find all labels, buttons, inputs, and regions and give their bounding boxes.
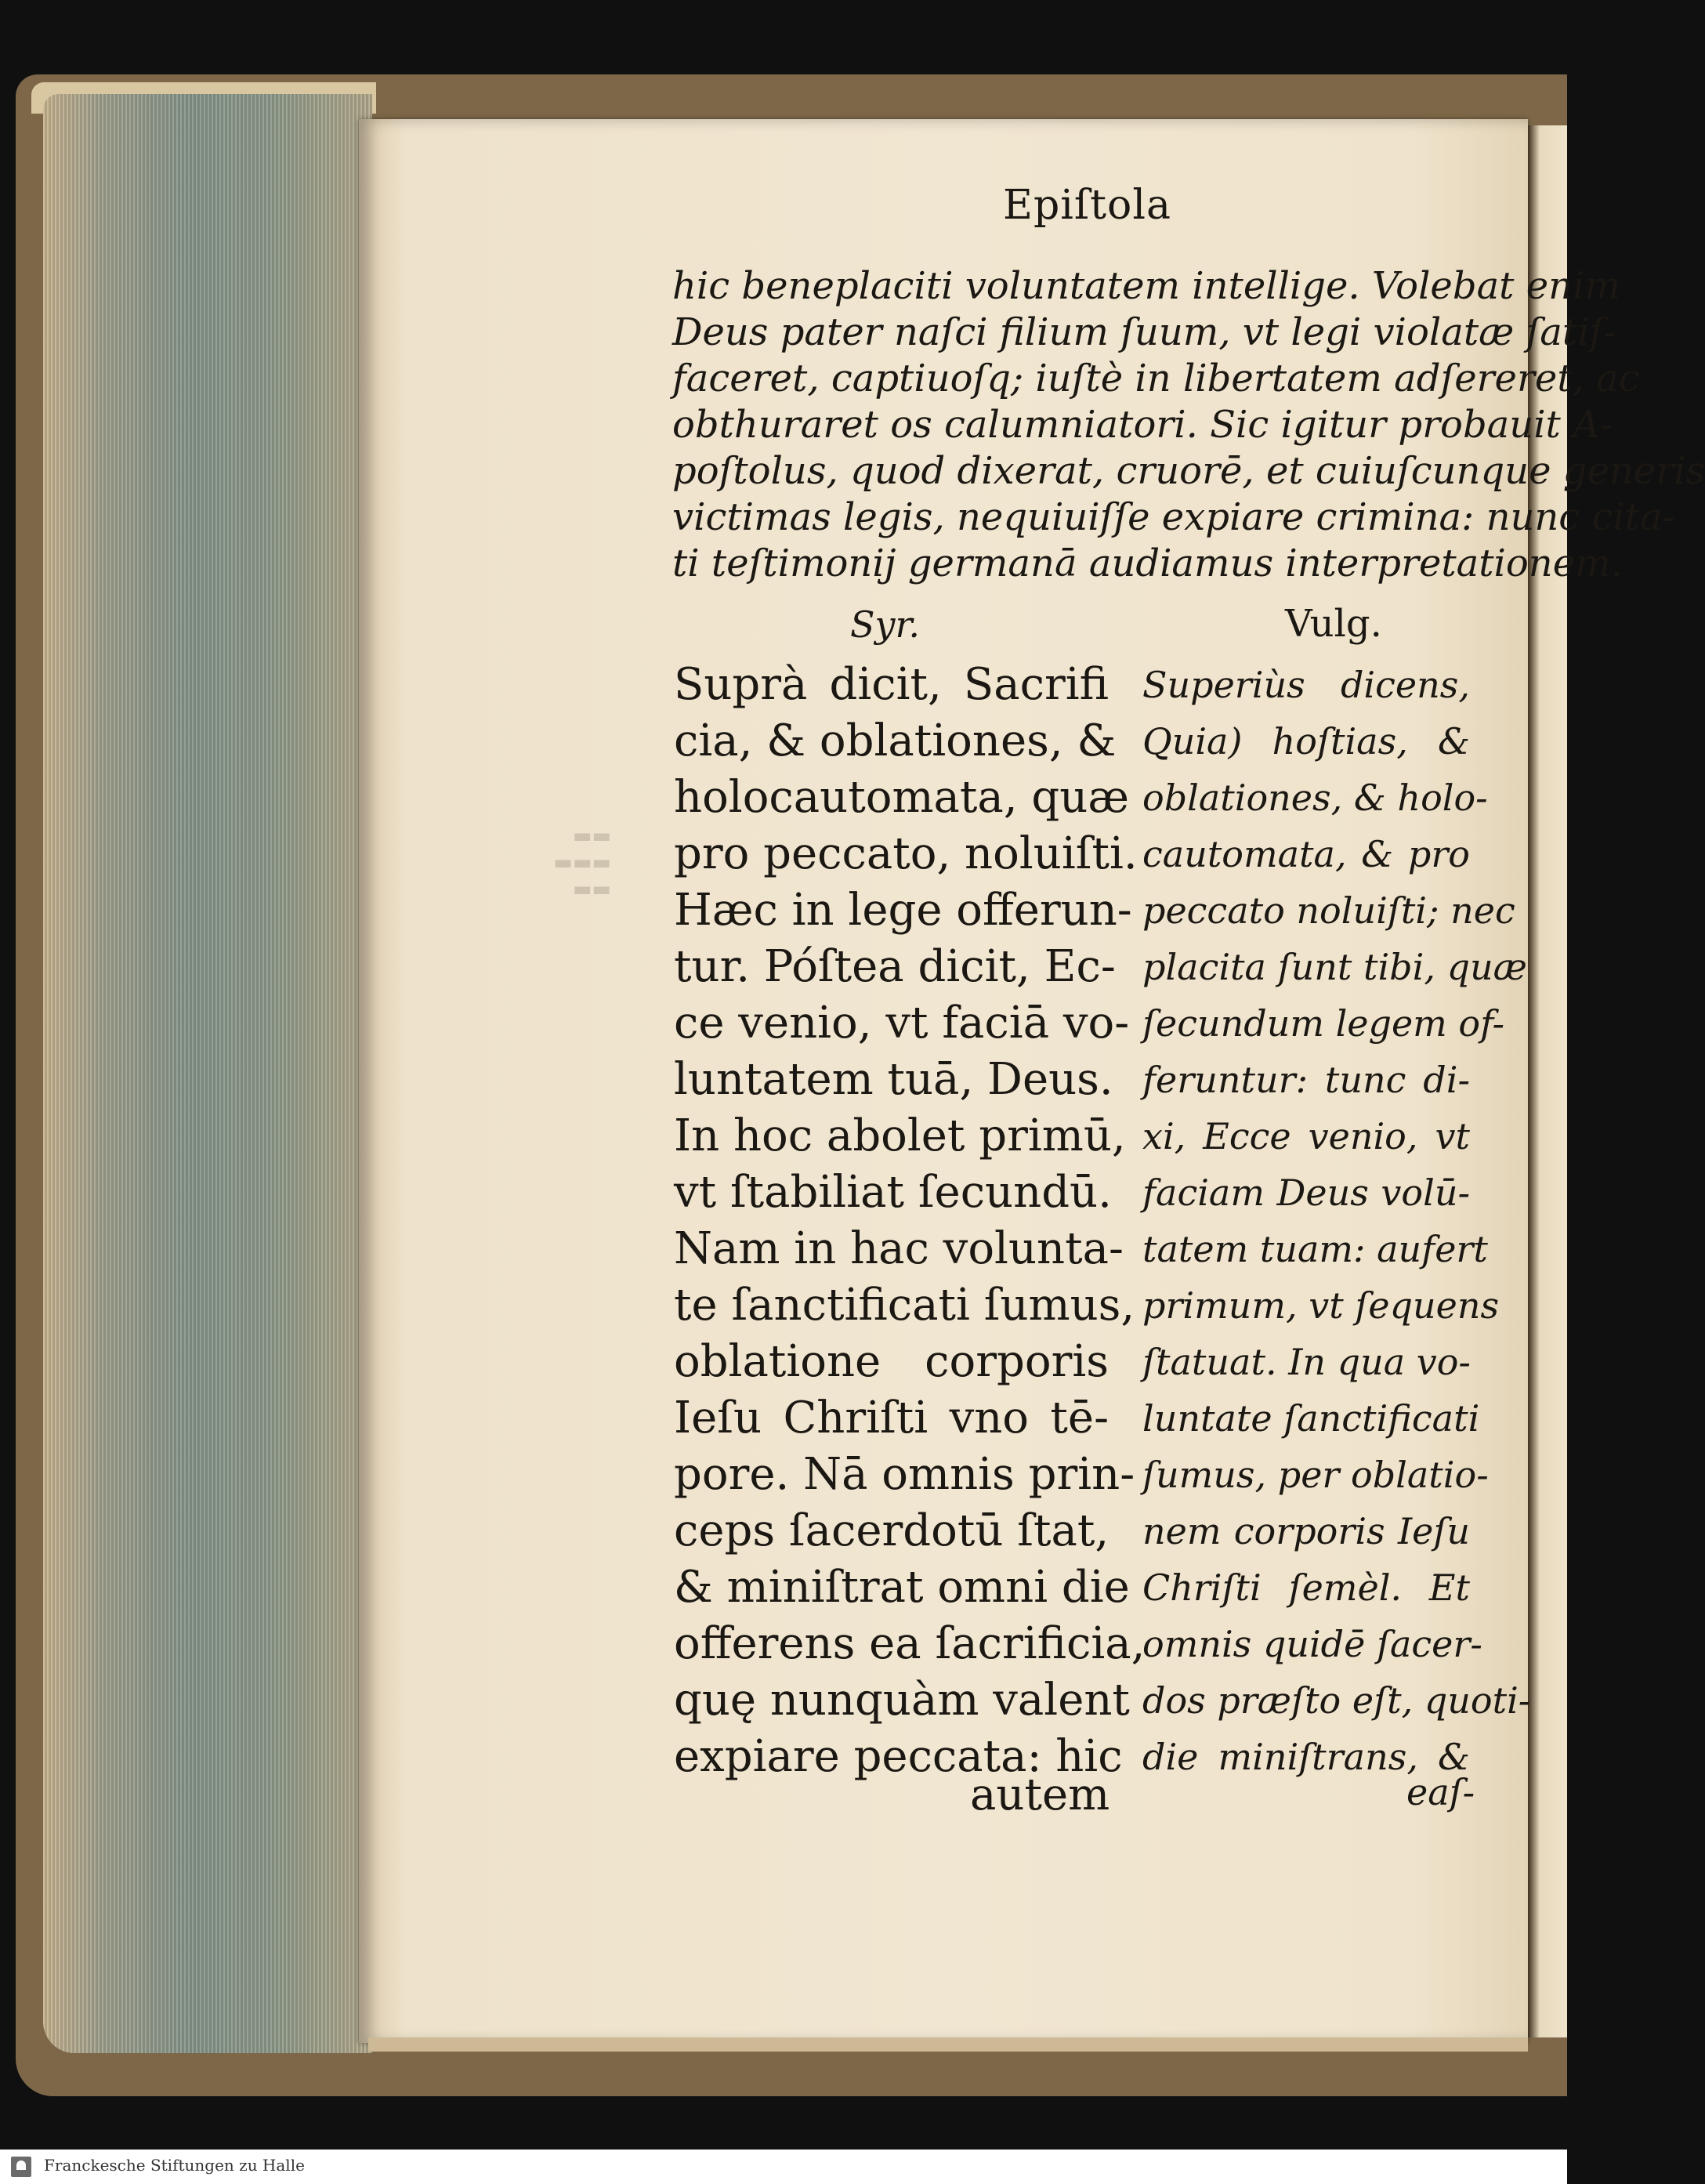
- syr-line: luntatem tuā, Deus.: [674, 1054, 1113, 1105]
- syr-line: vt ſtabiliat ſecundū.: [674, 1167, 1112, 1218]
- commentary-line: victimas legis, nequiuiſſe expiare crimina: nunc cita-: [672, 495, 1675, 539]
- vulg-line: faciam Deus volū-: [1142, 1172, 1470, 1214]
- syr-line: Suprà dicit, Sacrifi: [674, 659, 1109, 710]
- vulg-line: omnis quidē ſacer-: [1142, 1623, 1482, 1665]
- syr-line: pro peccato, noluiſti.: [674, 828, 1138, 879]
- footer-credit: Franckesche Stiftungen zu Halle: [44, 2156, 305, 2175]
- commentary-line: ti teſtimonij germanā audiamus interpretationem.: [672, 541, 1623, 585]
- syr-line: & miniſtrat omni die: [674, 1562, 1130, 1613]
- syr-column-heading: Syr.: [850, 603, 921, 646]
- vulg-line: luntate ſanctificati: [1142, 1397, 1480, 1440]
- syr-line: ceps ſacerdotū ſtat,: [674, 1505, 1110, 1556]
- vulg-catchword: eaſ-: [1406, 1771, 1475, 1813]
- vulg-line: peccato noluiſti; nec: [1142, 889, 1515, 932]
- vulg-line: ſecundum legem of-: [1142, 1002, 1505, 1045]
- syr-line: Ieſu Chriſti vno tē-: [674, 1393, 1109, 1443]
- commentary-line: Deus pater naſci filium ſuum, vt legi violatæ ſatiſ-: [672, 310, 1616, 354]
- syr-line: tur. Póſtea dicit, Ec-: [674, 941, 1116, 992]
- vulg-line: nem corporis Ieſu: [1142, 1510, 1470, 1552]
- commentary-line: hic beneplaciti voluntatem intellige. Volebat enim: [672, 264, 1620, 308]
- vulg-line: Chriſti ſemèl. Et: [1142, 1566, 1470, 1609]
- vulg-line: feruntur: tunc di-: [1142, 1059, 1470, 1101]
- institution-logo-icon: [11, 2157, 31, 2177]
- vulg-line: ſtatuat. In qua vo-: [1142, 1341, 1471, 1383]
- vulg-line: primum, vt ſequens: [1142, 1284, 1500, 1327]
- syr-line: pore. Nā omnis prin-: [674, 1449, 1135, 1500]
- vulg-line: dos præſto eſt, quoti-: [1142, 1679, 1531, 1722]
- syr-line: In hoc abolet primū,: [674, 1110, 1126, 1161]
- syr-line: Hæc in lege offerun-: [674, 885, 1132, 936]
- syr-catchword: autem: [970, 1769, 1110, 1820]
- vulg-line: tatem tuam: aufert: [1142, 1228, 1488, 1270]
- syr-line: oblatione corporis: [674, 1336, 1109, 1387]
- running-head: Epiſtola: [1003, 182, 1171, 229]
- syr-line: expiare peccata: hic: [674, 1731, 1123, 1782]
- vulg-line: Superiùs dicens,: [1142, 664, 1470, 706]
- syr-line: ce venio, vt faciā vo-: [674, 998, 1130, 1049]
- vulg-line: die miniſtrans, &: [1142, 1736, 1470, 1778]
- commentary-line: poſtolus, quod dixerat, cruorē, et cuiuſcunque generis: [672, 449, 1705, 493]
- syr-line: holocautomata, quæ: [674, 772, 1129, 823]
- vulg-column-heading: Vulg.: [1285, 602, 1382, 646]
- commentary-line: faceret, captiuoſq; iuſtè in libertatem adſereret, ac: [672, 357, 1640, 400]
- commentary-line: obthuraret os calumniatori. Sic igitur probauit A-: [672, 403, 1613, 447]
- vulg-line: placita ſunt tibi, quæ: [1142, 946, 1527, 988]
- show-through-ink: ▬▬ ▬▬▬ ▬▬: [553, 824, 611, 901]
- syr-line: cia, & oblationes, &: [674, 715, 1117, 766]
- footer-bar: [0, 2150, 1567, 2184]
- syr-line: offerens ea ſacrificia,: [674, 1618, 1146, 1669]
- syr-line: te ſanctificati ſumus,: [674, 1280, 1135, 1331]
- vulg-line: Quia) hoſtias, &: [1142, 720, 1470, 762]
- vulg-line: xi, Ecce venio, vt: [1142, 1115, 1470, 1157]
- vulg-line: oblationes, & holo-: [1142, 777, 1488, 819]
- vulg-line: ſumus, per oblatio-: [1142, 1454, 1489, 1496]
- vulg-line: cautomata, & pro: [1142, 833, 1470, 875]
- syr-line: quę nunquàm valent: [674, 1675, 1130, 1726]
- syr-line: Nam in hac volunta-: [674, 1223, 1124, 1274]
